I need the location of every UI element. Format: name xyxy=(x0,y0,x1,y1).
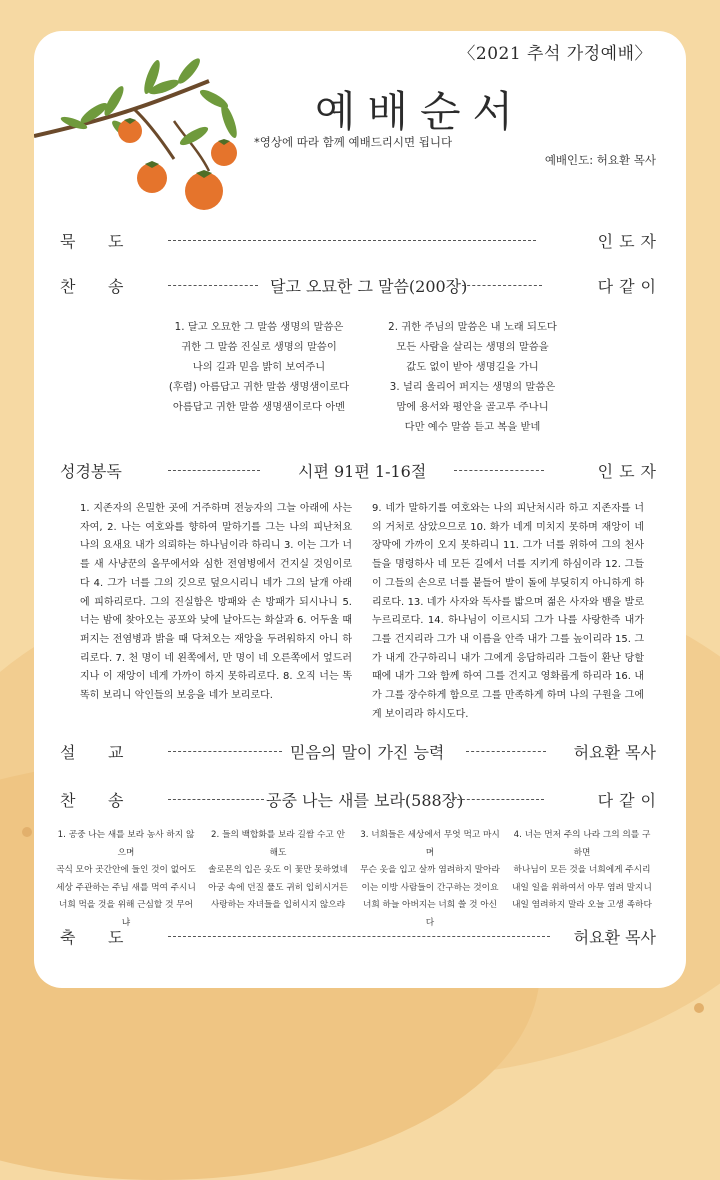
scripture-passage: 시편 91편 1-16절 xyxy=(298,462,427,481)
dash-divider xyxy=(466,751,546,752)
order-row-prayer xyxy=(60,229,662,255)
row-label: 도 xyxy=(108,928,124,947)
sermon-title: 믿음의 말이 가진 능력 xyxy=(290,743,445,762)
worship-leader: 예배인도: 허요환 목사 xyxy=(544,153,656,167)
dash-divider xyxy=(454,470,544,471)
row-label: 묵 xyxy=(60,232,76,251)
dash-divider xyxy=(168,936,550,937)
order-row-hymn1 xyxy=(60,274,662,300)
dash-divider xyxy=(168,751,282,752)
row-label: 찬 xyxy=(60,791,76,810)
row-presenter: 인도자 xyxy=(597,232,662,251)
scripture-text-left: 1. 지존자의 은밀한 곳에 거주하며 전능자의 그늘 아래에 사는 자여, 2. 나는 여호와를 향하여 말하기를 그는 나의 피난처요 나의 요새요 내가 의뢰하는 하나님이라 하리니 3. 이는 그가 너를 새 사냥꾼의 올무에서와 심한 전염병에서 건지실 것임이로다 4. 그가 너를 그의 깃으로 덮으시리니 네가 그의 날개 아래에 피하리로다. 그의 진실함은 방패와 손 방패가 되시나니 5. 너는 밤에 찾아오는 공포와 낮에 날아드는 화살과 6. 어두울 때 퍼지는 전염병과 밝을 때 닥쳐오는 재앙을 두려워하지 아니 하리로다. 7. 천 명이 네 왼쪽에서, 만 명이 네 오른쪽에서 엎드러지나 이 재앙이 네게 가까이 하지 못하리로다. 8. 오직 너는 똑똑히 보리니 악인들의 보응을 네가 보리로다. xyxy=(80,503,352,702)
subtitle-note: *영상에 따라 함께 예배드리시면 됩니다 xyxy=(254,135,453,149)
row-presenter: 허요환 목사 xyxy=(573,928,656,947)
scripture-text-right: 9. 네가 말하기를 여호와는 나의 피난처시라 하고 지존자를 너의 거처로 삼았으므로 10. 화가 네게 미치지 못하며 재앙이 네 장막에 가까이 오지 못하리니 11. 그가 너를 위하여 그의 천사들을 명령하사 네 모든 길에서 너를 지키게 하심이라 12. 그들이 그들의 손으로 너를 붙들어 발이 돌에 부딪히지 아니하게 하리로다. 13. 네가 사자와 독사를 밟으며 젊은 사자와 뱀을 발로 누르리로다. 14. 하나님이 이르시되 그가 나를 사랑한즉 내가 그를 건지리라 그가 내 이름을 안즉 내가 그를 높이리라 15. 그가 내게 간구하리니 내가 그에게 응답하리라 그들이 환난 당할 때에 내가 그와 함께 하여 그를 건지고 영화롭게 하리라 16. 내가 그를 장수하게 함으로 그를 만족하게 하며 나의 구원을 그에게 보이리라 하시도다. xyxy=(372,503,644,720)
dash-divider xyxy=(462,285,542,286)
row-label: 찬 xyxy=(60,277,76,296)
row-label: 송 xyxy=(108,791,124,810)
hymn1-title: 달고 오묘한 그 말씀(200장) xyxy=(270,277,468,296)
row-label: 성경봉독 xyxy=(60,462,122,481)
dash-divider xyxy=(168,285,258,286)
order-row-benediction xyxy=(60,925,656,951)
service-tag: 〈2021 추석 가정예배〉 xyxy=(458,44,652,64)
decor-dot xyxy=(694,1003,704,1013)
hymn2-title: 공중 나는 새를 보라(588장) xyxy=(266,791,464,810)
dash-divider xyxy=(168,470,260,471)
row-presenter: 다같이 xyxy=(597,277,662,296)
order-row-reading xyxy=(60,459,662,485)
order-row-hymn2 xyxy=(60,788,662,814)
hymn2-verse1: 1. 공중 나는 새를 보라 농사 하지 않으며 곡식 모아 곳간안에 들인 것이 없어도 세상 주관하는 주님 새를 먹여 주시니 너희 먹을 것을 위해 근심할 것 무어냐 xyxy=(56,830,196,928)
row-label: 축 xyxy=(60,928,76,947)
dash-divider xyxy=(168,240,536,241)
row-presenter: 허요환 목사 xyxy=(573,743,656,762)
page-title: 예배순서 xyxy=(314,87,526,136)
hymn2-verse4: 4. 너는 먼저 주의 나라 그의 의를 구하면 하나님이 모든 것을 너희에게 주시리 내일 일을 위하여서 아무 염려 말지니 내일 염려하지 말라 오늘 고생 족하다 xyxy=(512,830,652,911)
worship-order-sheet xyxy=(34,31,686,988)
dash-divider xyxy=(452,799,544,800)
row-label: 교 xyxy=(108,743,124,762)
hymn2-verse3: 3. 너희들은 세상에서 무엇 먹고 마시며 무슨 옷을 입고 살까 염려하지 말아라 이는 이방 사람들이 간구하는 것이요 너희 하늘 아버지는 너희 쓸 것 아신다 xyxy=(360,830,500,928)
decor-dot xyxy=(22,827,32,837)
row-label: 설 xyxy=(60,743,76,762)
row-label: 송 xyxy=(108,277,124,296)
row-label: 도 xyxy=(108,232,124,251)
hymn1-verse1: 1. 달고 오묘한 그 말씀 생명의 말씀은 귀한 그 말씀 진실로 생명의 말씀이 나의 길과 믿음 밝히 보여주니 (후렴) 아름답고 귀한 말씀 생명샘이로다 아름답고 귀한 말씀 생명샘이로다 아멘 xyxy=(168,321,350,413)
order-row-sermon xyxy=(60,740,656,766)
dash-divider xyxy=(168,799,264,800)
hymn1-verse2-3: 2. 귀한 주님의 말씀은 내 노래 되도다 모든 사람을 살리는 생명의 말씀을 값도 없이 받아 생명길을 가니 3. 널리 울리어 퍼지는 생명의 말씀은 맘에 용서와 평안을 골고루 주나니 다만 예수 말씀 듣고 복을 받네 xyxy=(388,321,557,433)
hymn2-verse2: 2. 들의 백합화를 보라 길쌈 수고 안해도 솔로몬의 입은 옷도 이 꽃만 못하였네 아궁 속에 던질 풀도 귀히 입히시거든 사랑하는 자녀들을 입히시지 않으랴 xyxy=(208,830,348,911)
row-presenter: 인도자 xyxy=(597,462,662,481)
row-presenter: 다같이 xyxy=(597,791,662,810)
